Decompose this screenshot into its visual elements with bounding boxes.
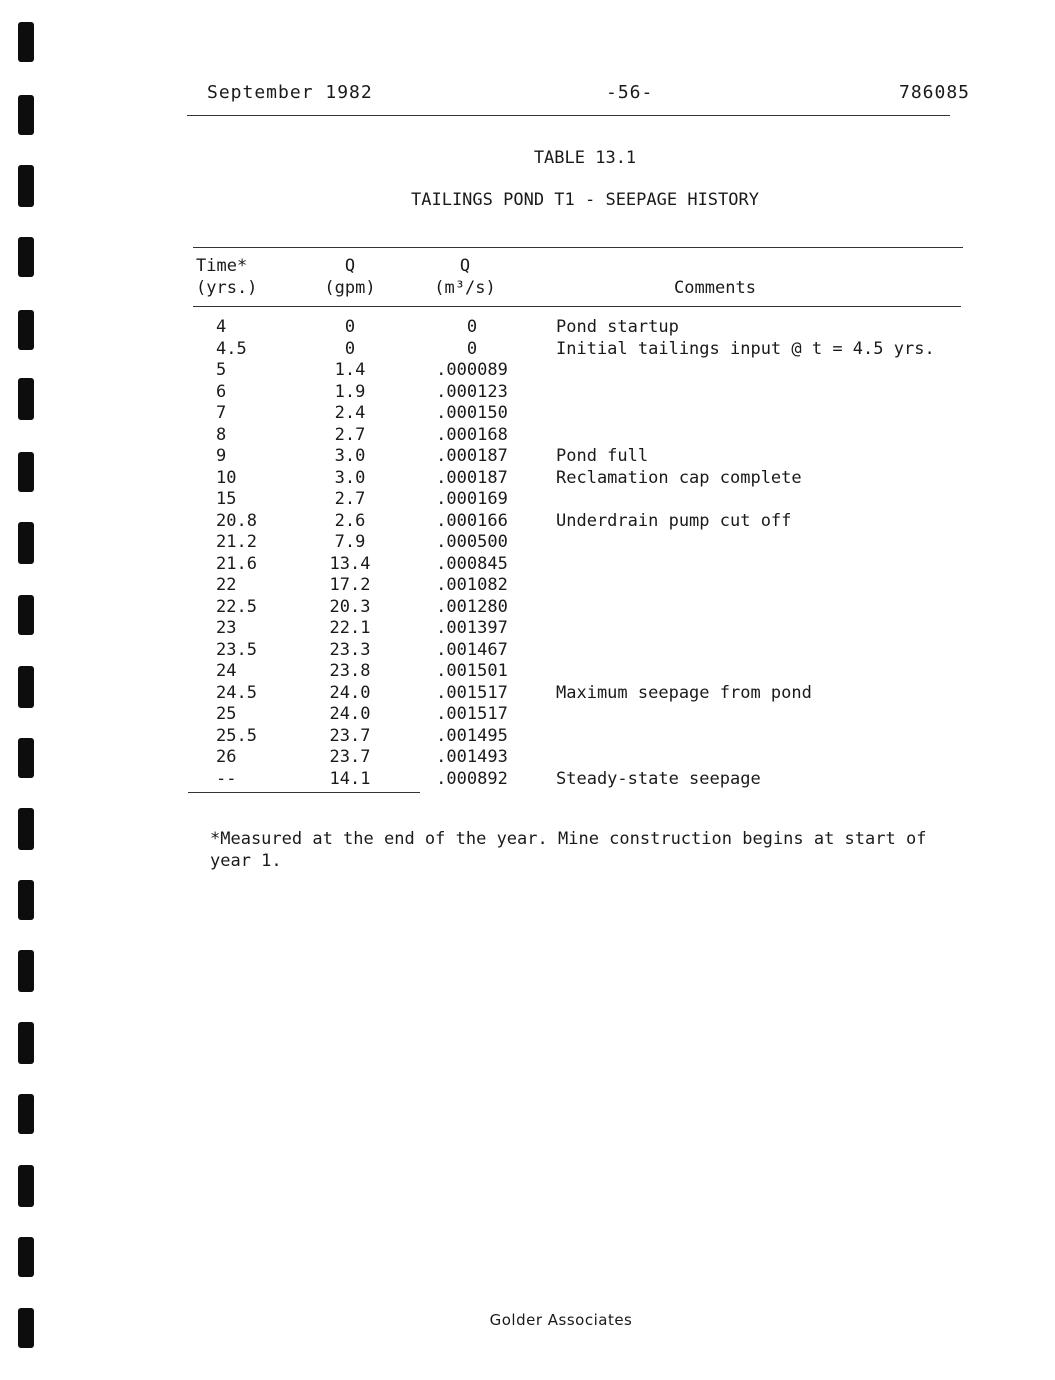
binding-hole — [18, 95, 34, 135]
cell-q-gpm: 7.9 — [334, 532, 366, 552]
cell-time: 20.8 — [216, 510, 257, 531]
cell-q-m3s: .000089 — [436, 360, 508, 380]
table-row — [0, 575, 1000, 597]
cell-q-gpm: 0 — [344, 317, 356, 337]
cell-q-m3s: .000150 — [436, 403, 508, 423]
cell-q-gpm: 1.4 — [334, 360, 366, 380]
col-header-q-gpm-line2: (gpm) — [324, 278, 376, 298]
cell-q-gpm: 2.7 — [334, 489, 366, 509]
cell-q-gpm: 23.7 — [329, 725, 371, 746]
cell-comment: Steady-state seepage — [556, 768, 761, 789]
table-row — [0, 425, 1000, 447]
cell-time: 24 — [216, 661, 237, 681]
cell-time: 22.5 — [216, 596, 257, 617]
binding-hole — [18, 237, 34, 277]
table-row — [0, 489, 1000, 511]
cell-q-gpm: 23.7 — [329, 747, 371, 767]
col-header-q-m3s-line2: (m³/s) — [434, 278, 496, 298]
cell-q-m3s: .000845 — [436, 553, 508, 574]
cell-time: 15 — [216, 489, 237, 509]
cell-comment: Underdrain pump cut off — [556, 510, 792, 531]
cell-q-m3s: 0 — [466, 338, 478, 359]
cell-comment: Reclamation cap complete — [556, 467, 802, 488]
binding-hole — [18, 950, 34, 992]
cell-time: 8 — [216, 424, 227, 445]
table-row — [0, 403, 1000, 425]
table-header-rule — [193, 306, 961, 307]
cell-comment: Maximum seepage from pond — [556, 682, 812, 703]
cell-q-gpm: 0 — [344, 338, 356, 359]
cell-time: 5 — [216, 360, 227, 380]
cell-comment: Initial tailings input @ t = 4.5 yrs. — [556, 338, 935, 359]
table-row — [0, 704, 1000, 726]
table-row — [0, 640, 1000, 662]
cell-time: 4 — [216, 317, 227, 337]
cell-q-m3s: .000500 — [436, 532, 508, 552]
header-page-number: -56- — [606, 82, 654, 103]
cell-time: 9 — [216, 446, 227, 466]
cell-q-gpm: 2.4 — [334, 403, 366, 423]
binding-hole — [18, 1022, 34, 1064]
cell-q-gpm: 17.2 — [329, 575, 371, 595]
cell-q-m3s: .001493 — [436, 747, 508, 767]
cell-q-m3s: .001467 — [436, 639, 508, 660]
cell-q-gpm: 14.1 — [329, 768, 371, 789]
table-row — [0, 360, 1000, 382]
header-rule — [187, 115, 950, 116]
cell-time: 6 — [216, 381, 227, 402]
binding-hole — [18, 1165, 34, 1207]
cell-q-m3s: .001495 — [436, 725, 508, 746]
table-row — [0, 554, 1000, 576]
cell-time: 10 — [216, 467, 237, 488]
cell-q-gpm: 20.3 — [329, 596, 371, 617]
cell-q-m3s: .000187 — [436, 467, 508, 488]
table-top-rule — [193, 247, 963, 248]
col-header-comments-line2: Comments — [674, 278, 756, 298]
cell-q-gpm: 23.8 — [329, 661, 371, 681]
table-row — [0, 317, 1000, 339]
table-number: TABLE 13.1 — [533, 148, 637, 168]
cell-time: 23 — [216, 618, 237, 638]
table-row — [0, 747, 1000, 769]
cell-q-m3s: .000169 — [436, 489, 508, 509]
binding-hole — [18, 880, 34, 920]
col-header-q-gpm — [310, 255, 390, 299]
table-bottom-rule — [188, 792, 420, 793]
cell-q-m3s: .000168 — [436, 424, 508, 445]
header-doc-number: 786085 — [899, 82, 971, 103]
col-header-comments-line1 — [620, 255, 810, 277]
cell-time: 21.6 — [216, 553, 257, 574]
col-header-time — [196, 255, 276, 299]
cell-q-gpm: 13.4 — [329, 553, 371, 574]
cell-q-gpm: 1.9 — [334, 381, 366, 402]
binding-hole — [18, 1237, 34, 1277]
table-row — [0, 769, 1000, 791]
cell-q-m3s: .001397 — [436, 618, 508, 638]
cell-q-gpm: 3.0 — [334, 467, 366, 488]
table-row — [0, 511, 1000, 533]
cell-q-m3s: .001280 — [436, 596, 508, 617]
table-title: TAILINGS POND T1 - SEEPAGE HISTORY — [411, 190, 759, 210]
table-row — [0, 446, 1000, 468]
table-row — [0, 597, 1000, 619]
cell-time: 26 — [216, 747, 237, 767]
col-header-q-gpm-line1: Q — [344, 256, 356, 276]
cell-q-gpm: 2.6 — [334, 510, 366, 531]
cell-comment: Pond full — [556, 446, 649, 466]
cell-time: 4.5 — [216, 338, 247, 359]
cell-q-m3s: .000187 — [436, 446, 508, 466]
header-date: September 1982 — [207, 82, 373, 103]
cell-q-m3s: .001517 — [436, 682, 508, 703]
col-header-time-line2: (yrs.) — [196, 278, 258, 298]
table-row — [0, 468, 1000, 490]
table-footnote: *Measured at the end of the year. Mine construction begins at start of year 1. — [210, 829, 927, 871]
col-header-q-m3s-line1: Q — [459, 256, 471, 276]
table-row — [0, 382, 1000, 404]
table-row — [0, 683, 1000, 705]
cell-q-gpm: 2.7 — [334, 424, 366, 445]
cell-time: 7 — [216, 403, 227, 423]
binding-hole — [18, 808, 34, 850]
col-header-time-line1: Time* — [196, 256, 248, 276]
cell-q-gpm: 23.3 — [329, 639, 371, 660]
binding-hole — [18, 22, 34, 62]
table-row — [0, 532, 1000, 554]
cell-q-m3s: .001082 — [436, 575, 508, 595]
cell-q-m3s: .000892 — [436, 768, 508, 789]
binding-hole — [18, 1094, 34, 1134]
table-row — [0, 726, 1000, 748]
cell-q-m3s: 0 — [466, 317, 478, 337]
table-row — [0, 661, 1000, 683]
cell-comment: Pond startup — [556, 317, 679, 337]
cell-q-gpm: 22.1 — [329, 618, 371, 638]
col-header-comments — [620, 255, 810, 299]
footer-company: Golder Associates — [489, 1311, 633, 1329]
table-row — [0, 618, 1000, 640]
cell-q-gpm: 24.0 — [329, 704, 371, 724]
cell-q-m3s: .001501 — [436, 661, 508, 681]
cell-q-m3s: .001517 — [436, 704, 508, 724]
cell-time: 25 — [216, 704, 237, 724]
cell-time: 23.5 — [216, 639, 257, 660]
col-header-q-m3s — [420, 255, 510, 299]
cell-time: 24.5 — [216, 682, 257, 703]
cell-q-m3s: .000166 — [436, 510, 508, 531]
cell-time: 25.5 — [216, 725, 257, 746]
cell-time: 21.2 — [216, 532, 257, 552]
cell-q-gpm: 24.0 — [329, 682, 371, 703]
cell-time: -- — [216, 768, 237, 789]
table-row — [0, 339, 1000, 361]
cell-time: 22 — [216, 575, 237, 595]
cell-q-gpm: 3.0 — [334, 446, 366, 466]
cell-q-m3s: .000123 — [436, 381, 508, 402]
